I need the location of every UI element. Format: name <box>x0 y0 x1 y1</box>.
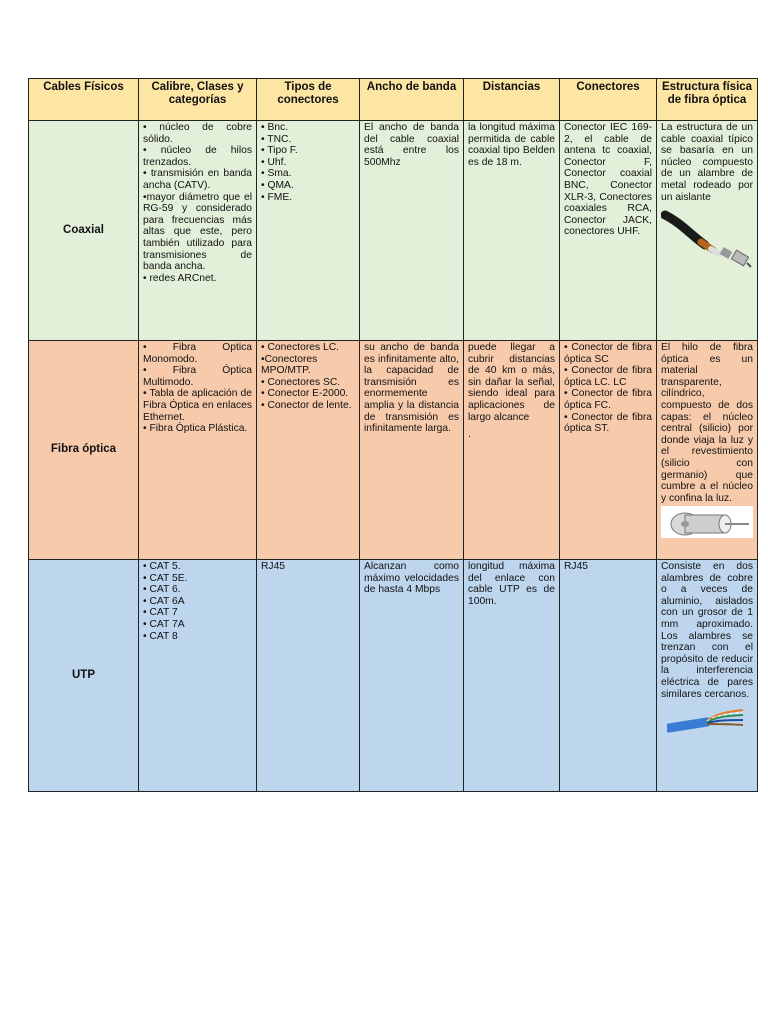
fibra-tipos <box>257 341 360 560</box>
coaxial-tipo-item: • TNC. <box>261 133 292 145</box>
header-tipos-conectores: Tipos de conectores <box>257 79 360 121</box>
fibra-distancias-dot: . <box>468 429 471 441</box>
row-fibra-optica <box>29 341 758 560</box>
fibra-conector-item: • Conector de fibra óptica LC. LC <box>564 365 652 388</box>
utp-cable-image <box>667 706 747 738</box>
fibra-tipo-item: • Conector E-2000. <box>261 388 349 400</box>
coaxial-tipo-item: • Sma. <box>261 168 292 180</box>
utp-calibre-item: • CAT 8 <box>143 630 178 642</box>
coaxial-calibre-item: • transmisión en banda ancha (CATV). <box>143 168 252 191</box>
coaxial-tipo-item: • Bnc. <box>261 122 289 133</box>
coaxial-tipo-item: • QMA. <box>261 179 294 191</box>
fibra-distancias <box>464 341 560 560</box>
utp-calibre-item: • CAT 6A <box>143 595 185 607</box>
fibra-conector-item: • Conector de fibra óptica ST. <box>564 411 652 435</box>
coaxial-tipo-item: • FME. <box>261 191 293 203</box>
coaxial-estructura-cell <box>657 121 758 341</box>
utp-estructura: Consiste en dos alambres de cobre o a veces de aluminio, aislados con un grosor de 1 mm aproximado. Los alambres se trenzan con el propósito de reducir la interferencia eléctrica de pares similares cercanos. <box>661 561 753 700</box>
utp-distancias: longitud máxima del enlace con cable UTP es de 100m. <box>464 560 560 792</box>
fibra-tipo-item: • Conector de lente. <box>261 399 352 411</box>
utp-calibre-item: • CAT 6. <box>143 584 181 596</box>
header-conectores: Conectores <box>560 79 657 121</box>
coaxial-calibre-item: • núcleo de cobre sólido. <box>143 122 252 145</box>
coaxial-ancho: El ancho de banda del cable coaxial está entre los 500Mhz <box>360 121 464 341</box>
fibra-estructura-cell <box>657 341 758 560</box>
header-ancho-banda: Ancho de banda <box>360 79 464 121</box>
fibra-calibre <box>139 341 257 560</box>
fibra-calibre-item: • Fibra Óptica Plástica. <box>143 423 248 435</box>
fibra-ancho: su ancho de banda es infinitamente alto, la capacidad de transmisión es enormemente amplia y la distancia de transmisión es infinitamente larga. <box>360 341 464 560</box>
row-label-coaxial: Coaxial <box>29 121 139 341</box>
coaxial-tipo-item: • Uhf. <box>261 156 287 168</box>
coaxial-tipos <box>257 121 360 341</box>
utp-calibre-item: • CAT 5. <box>143 561 181 572</box>
utp-calibre-item: • CAT 5E. <box>143 572 188 584</box>
utp-ancho: Alcanzan como máximo velocidades de hasta 4 Mbps <box>360 560 464 792</box>
coaxial-estructura: La estructura de un cable coaxial típico se basaría en un núcleo compuesto de un alambre de metal rodeado por un aislante <box>661 122 753 203</box>
utp-calibre-item: • CAT 7A <box>143 618 185 630</box>
header-calibre: Calibre, Clases y categorías <box>139 79 257 121</box>
coaxial-conectores: Conector IEC 169-2, el cable de antena tc coaxial, Conector F, Conector coaxial BNC, Conector XLR-3, Conectores coaxiales RCA, Conector JACK, conectores UHF. <box>560 121 657 341</box>
coaxial-distancias: la longitud máxima permitida de cable coaxial tipo Belden es de 18 m. <box>464 121 560 341</box>
fibra-conector-item: • Conector de fibra óptica FC. <box>564 388 652 411</box>
utp-estructura-cell <box>657 560 758 792</box>
fibra-tipo-item: • Conectores LC. <box>261 342 340 353</box>
fibra-tipo-item: • Conectores SC. <box>261 376 341 388</box>
row-utp <box>29 560 758 792</box>
header-distancias: Distancias <box>464 79 560 121</box>
fibra-distancias-text: puede llegar a cubrir distancias de 40 km o más, sin dañar la señal, siendo ideal para aplicaciones de largo alcance <box>468 342 555 423</box>
cables-table <box>28 78 758 792</box>
coaxial-calibre-item: • núcleo de hilos trenzados. <box>143 145 252 168</box>
header-row <box>29 79 758 121</box>
coaxial-cable-image <box>661 209 753 271</box>
fibra-optica-image <box>661 506 753 538</box>
coaxial-calibre-item: •mayor diámetro que el RG-59 y considerado para frecuencias más altas que este, pero también utilizado para transmisiones de banda ancha. <box>143 191 252 273</box>
coaxial-tipo-item: • Tipo F. <box>261 145 298 157</box>
utp-calibre <box>139 560 257 792</box>
utp-conectores: RJ45 <box>560 560 657 792</box>
fibra-conector-item: • Conector de fibra óptica SC <box>564 342 652 365</box>
coaxial-calibre-item: • redes ARCnet. <box>143 272 217 284</box>
header-cables-fisicos: Cables Físicos <box>29 79 139 121</box>
row-label-utp: UTP <box>29 560 139 792</box>
row-label-fibra-optica: Fibra óptica <box>29 341 139 560</box>
row-coaxial <box>29 121 758 341</box>
fibra-calibre-item: • Tabla de aplicación de Fibra Óptica en enlaces Ethernet. <box>143 388 252 423</box>
utp-calibre-item: • CAT 7 <box>143 607 178 619</box>
utp-tipos: RJ45 <box>257 560 360 792</box>
fibra-calibre-item: • Fibra Optica Monomodo. <box>143 342 252 365</box>
fibra-calibre-item: • Fibra Óptica Multimodo. <box>143 365 252 388</box>
coaxial-calibre <box>139 121 257 341</box>
fibra-estructura: El hilo de fibra óptica es un material transparente, cilíndrico, compuesto de dos capas: el núcleo central (silicio) por donde viaja la luz y el revestimiento (silicio con germanio) que cumbre a el núcleo y confina la luz. <box>661 342 753 504</box>
header-estructura: Estructura física de fibra óptica <box>657 79 758 121</box>
fibra-tipo-item: •Conectores MPO/MTP. <box>261 353 318 377</box>
fibra-conectores <box>560 341 657 560</box>
